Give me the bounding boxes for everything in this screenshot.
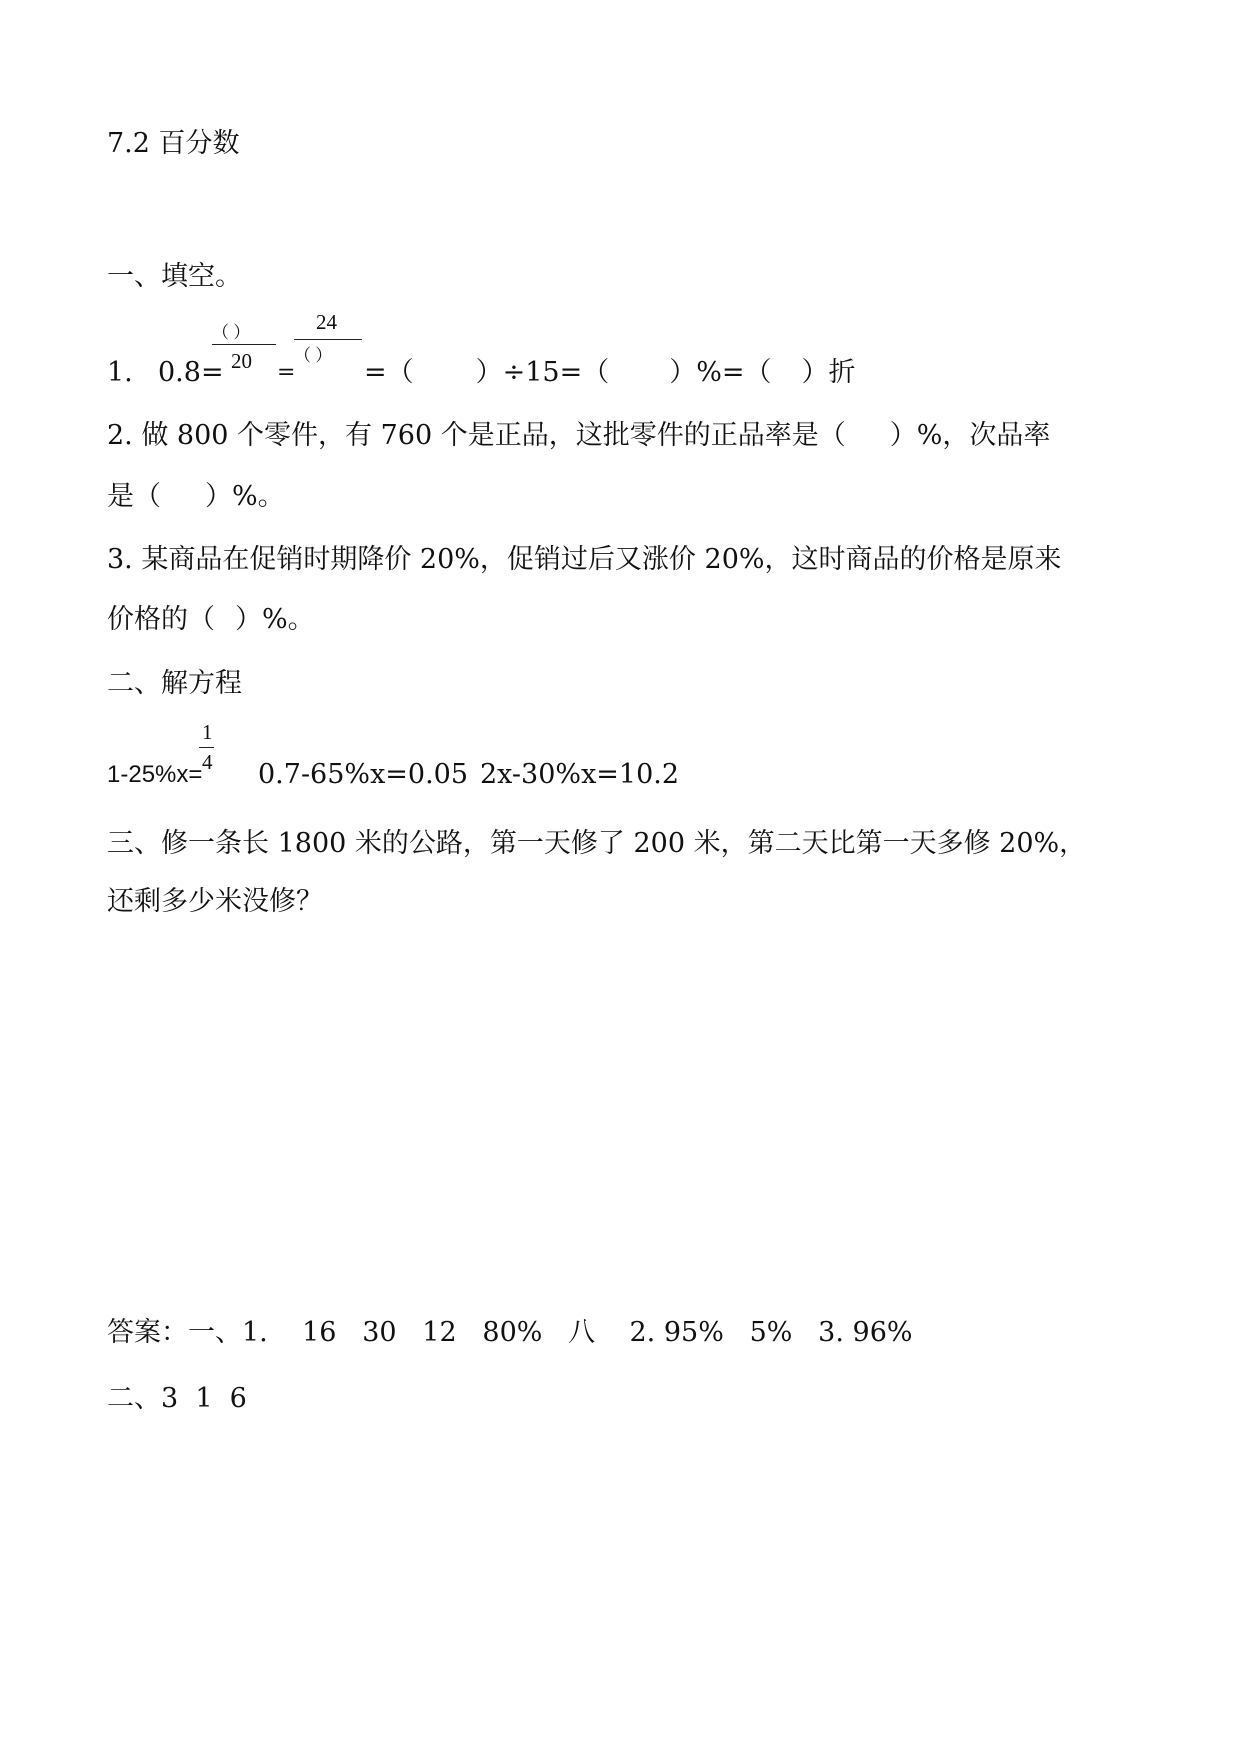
q2-line-1	[107, 419, 1050, 453]
section-2-heading: 二、解方程	[107, 668, 242, 699]
q1-label: 1.	[107, 357, 133, 388]
q3-line2-b: ）%。	[235, 604, 315, 635]
q3-line2-a: 价格的（	[107, 604, 215, 635]
q1-frac1-denominator: 20	[231, 349, 252, 373]
q1-equals-1: =	[277, 360, 296, 385]
answers-line-2: 二、3 1 6	[107, 1383, 247, 1414]
q1-rest-c: ）%=（	[669, 357, 772, 388]
q1-frac1-bar	[212, 344, 276, 345]
q2-line2-b: ）%。	[205, 481, 285, 512]
q3-line-2	[107, 603, 315, 637]
q3-line-1: 3. 某商品在促销时期降价 20%，促销过后又涨价 20%，这时商品的价格是原来	[107, 544, 1062, 575]
q2-line2-a: 是（	[107, 481, 161, 512]
q1-frac2-bar	[294, 339, 362, 340]
equation-1-frac-bar	[199, 747, 214, 748]
q1-rest-b: ）÷15=（	[475, 357, 610, 388]
equation-2: 0.7-65%x=0.05	[258, 759, 469, 790]
section-3-line-1: 三、修一条长 1800 米的公路，第一天修了 200 米，第二天比第一天多修 20%，	[107, 828, 1087, 859]
q1-frac2-numerator: 24	[316, 310, 337, 334]
q1-rest-a: =（	[364, 357, 414, 388]
equation-1-prefix: 1-25%x=	[107, 761, 203, 788]
q1-rest-d: ）折	[801, 357, 856, 388]
equation-3: 2x-30%x=10.2	[480, 759, 680, 790]
equation-1-frac-denominator: 4	[202, 750, 213, 774]
q2-line1-a: 2. 做 800 个零件，有 760 个是正品，这批零件的正品率是（	[107, 420, 846, 451]
equation-1-frac-numerator: 1	[202, 720, 213, 744]
q1-start: 0.8=	[158, 357, 224, 388]
q1-frac2-denominator: （ ）	[294, 346, 333, 365]
section-3-line-2: 还剩多少米没修？	[107, 886, 323, 917]
q1-frac1-numerator: （ ）	[212, 323, 251, 342]
page-title: 7.2 百分数	[107, 128, 240, 159]
q2-line-2	[107, 480, 285, 514]
answers-line-1: 答案：一、1. 16 30 12 80% 八 2. 95% 5% 3. 96%	[107, 1317, 913, 1348]
q1-rest	[364, 356, 856, 390]
q2-line1-b: ）%，次品率	[889, 420, 1051, 451]
section-1-heading: 一、填空。	[107, 261, 242, 292]
